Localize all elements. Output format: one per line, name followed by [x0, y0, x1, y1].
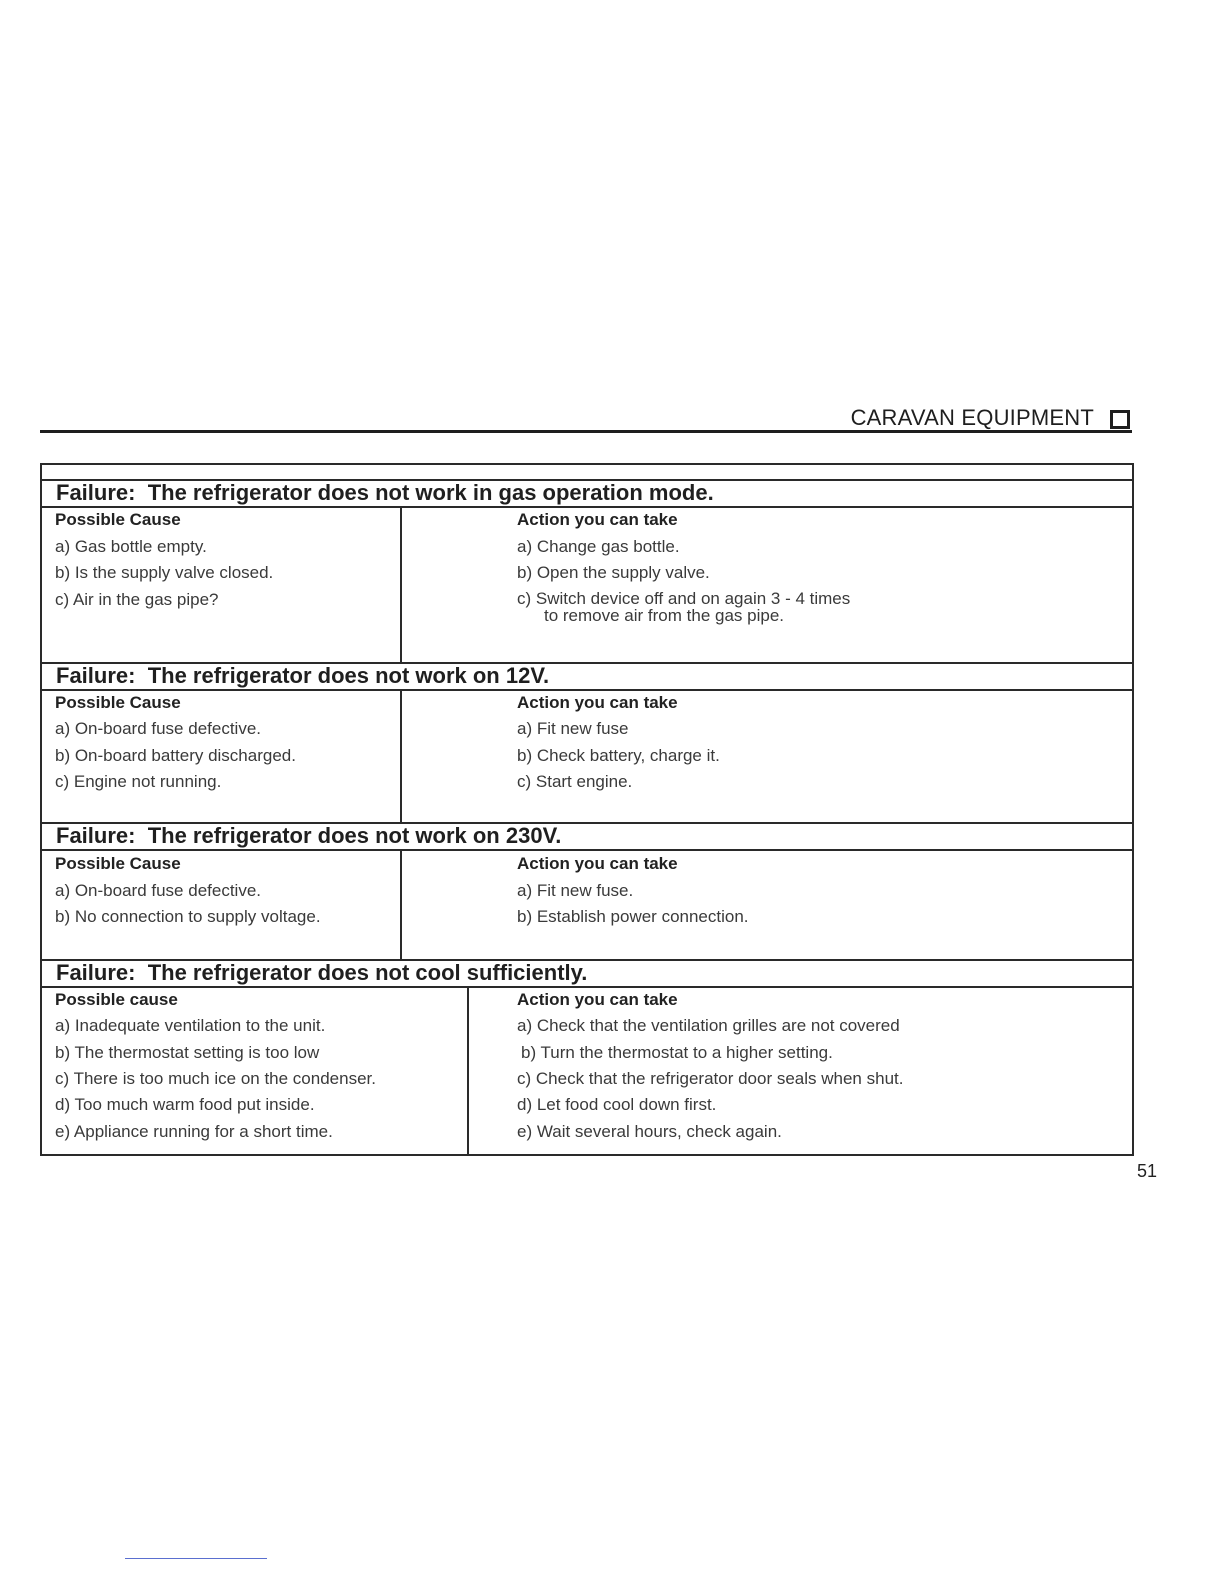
action-item: a) Fit new fuse. — [517, 881, 634, 900]
action-heading: Action you can take — [517, 990, 678, 1009]
failure-section-gas — [40, 479, 1134, 663]
failure-label: Failure: — [56, 823, 136, 848]
header-rule — [40, 430, 1132, 433]
action-item: c) Check that the refrigerator door seals when shut. — [517, 1069, 904, 1088]
failure-title — [40, 822, 1134, 851]
cause-item: a) On-board fuse defective. — [55, 719, 262, 738]
action-item-text: c) Switch device off and on again 3 - 4 times — [517, 589, 851, 608]
failure-title — [40, 662, 1134, 691]
action-heading: Action you can take — [517, 854, 678, 873]
cause-item: a) Gas bottle empty. — [55, 537, 207, 556]
column-divider — [467, 988, 469, 1155]
page-number: 51 — [1137, 1161, 1158, 1181]
action-item: b) Turn the thermostat to a higher setting. — [521, 1043, 833, 1062]
failure-section-230v — [40, 822, 1134, 960]
failure-label: Failure: — [56, 663, 136, 688]
action-heading: Action you can take — [517, 510, 678, 529]
cause-heading: Possible cause — [55, 990, 178, 1009]
footer-line — [125, 1558, 267, 1559]
failure-text: The refrigerator does not work on 230V. — [147, 823, 562, 848]
action-heading: Action you can take — [517, 693, 678, 712]
header-title: CARAVAN EQUIPMENT — [850, 405, 1094, 430]
cause-item: b) The thermostat setting is too low — [55, 1043, 320, 1062]
header-square-icon — [1110, 410, 1130, 429]
failure-label: Failure: — [56, 960, 136, 985]
action-item: b) Open the supply valve. — [517, 563, 710, 582]
cause-item: c) Engine not running. — [55, 772, 222, 791]
action-item: d) Let food cool down first. — [517, 1095, 717, 1114]
action-item: b) Establish power connection. — [517, 907, 749, 926]
cause-item: a) Inadequate ventilation to the unit. — [55, 1016, 326, 1035]
action-item: a) Fit new fuse — [517, 719, 629, 738]
cause-item: d) Too much warm food put inside. — [55, 1095, 315, 1114]
action-item: a) Change gas bottle. — [517, 537, 680, 556]
action-item: e) Wait several hours, check again. — [517, 1122, 782, 1141]
action-item: c) Start engine. — [517, 772, 633, 791]
cause-heading: Possible Cause — [55, 693, 181, 712]
cause-item: e) Appliance running for a short time. — [55, 1122, 333, 1141]
cause-heading: Possible Cause — [55, 854, 181, 873]
failure-title — [40, 479, 1134, 508]
failure-section-12v — [40, 662, 1134, 823]
failure-section-cooling — [40, 959, 1134, 1156]
cause-item: b) On-board battery discharged. — [55, 746, 296, 765]
failure-label: Failure: — [56, 480, 136, 505]
failure-text: The refrigerator does not work on 12V. — [147, 663, 550, 688]
cause-item: c) There is too much ice on the condenser. — [55, 1069, 376, 1088]
column-divider — [400, 851, 402, 959]
action-item: b) Check battery, charge it. — [517, 746, 720, 765]
failure-title — [40, 959, 1134, 988]
cause-item: b) Is the supply valve closed. — [55, 563, 274, 582]
action-item — [517, 590, 850, 624]
action-item: a) Check that the ventilation grilles are not covered — [517, 1016, 900, 1035]
failure-text: The refrigerator does not work in gas operation mode. — [147, 480, 714, 505]
action-item-continuation: to remove air from the gas pipe. — [544, 606, 785, 625]
cause-item: c) Air in the gas pipe? — [55, 590, 219, 609]
column-divider — [400, 691, 402, 822]
column-divider — [400, 508, 402, 662]
failure-text: The refrigerator does not cool sufficiently. — [147, 960, 588, 985]
cause-item: b) No connection to supply voltage. — [55, 907, 321, 926]
cause-heading: Possible Cause — [55, 510, 181, 529]
cause-item: a) On-board fuse defective. — [55, 881, 262, 900]
